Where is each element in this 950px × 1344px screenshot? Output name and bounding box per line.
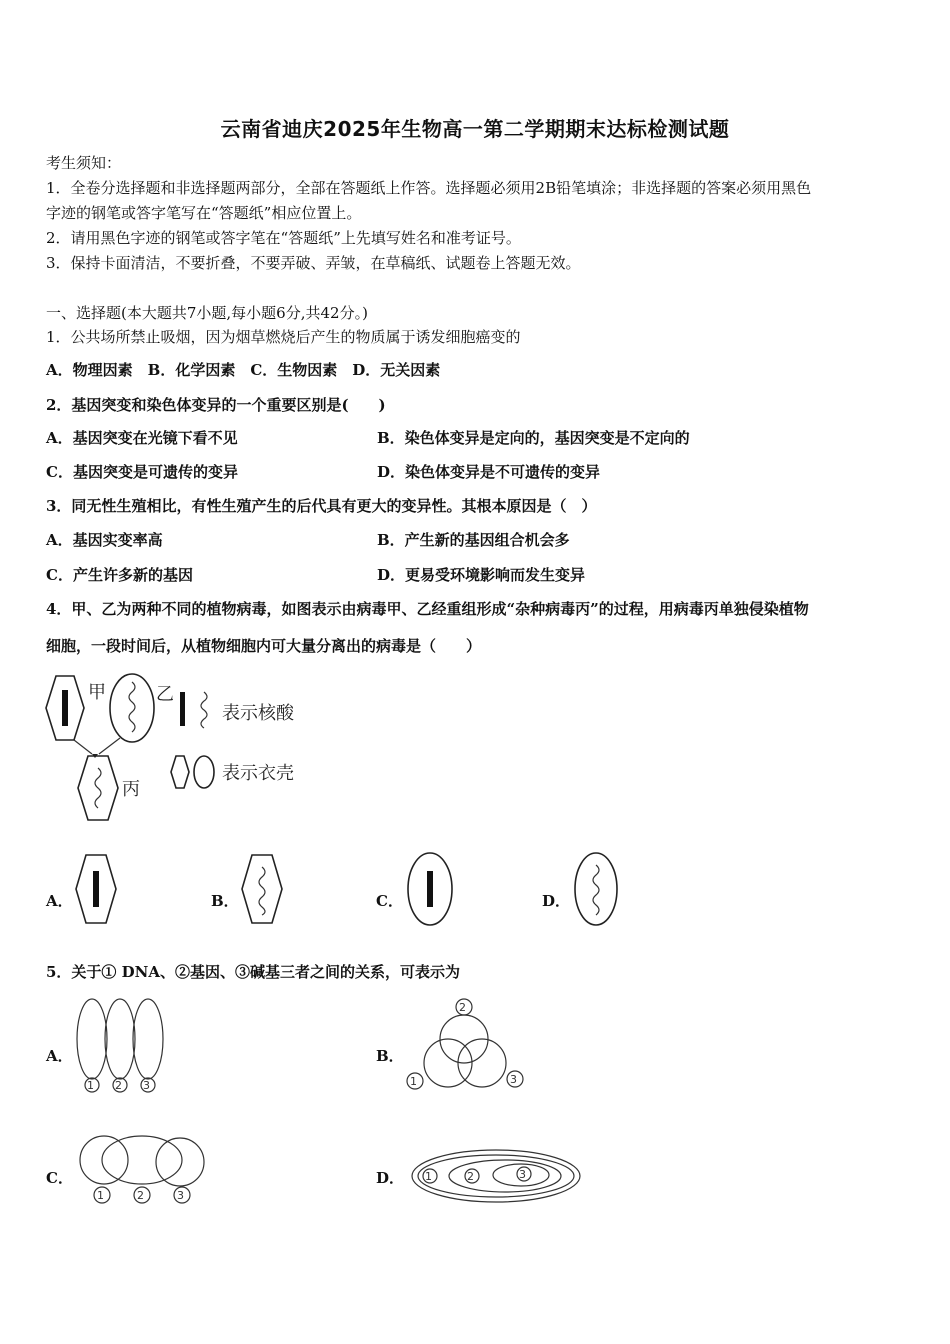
q3-option-c: C．产生许多新的基因 xyxy=(46,566,193,584)
q2-option-d: D．染色体变异是不可遗传的变异 xyxy=(377,463,601,481)
q1-stem: 1．公共场所禁止吸烟，因为烟草燃烧后产生的物质属于诱发细胞癌变的 xyxy=(46,328,521,346)
q4-option-a-label: A． xyxy=(46,892,73,910)
svg-text:3: 3 xyxy=(510,1073,517,1086)
svg-text:1: 1 xyxy=(410,1075,417,1088)
legend-ellipse-icon xyxy=(194,756,214,788)
q4-option-c-figure xyxy=(406,851,454,927)
svg-text:2: 2 xyxy=(137,1189,144,1202)
svg-text:3: 3 xyxy=(177,1189,184,1202)
q3-option-d: D．更易受环境影响而发生变异 xyxy=(377,566,586,584)
q1-options: A．物理因素 B．化学因素 C．生物因素 D．无关因素 xyxy=(46,361,441,379)
virus-jia-nucleic-acid xyxy=(62,690,68,726)
q4-option-c-label: C． xyxy=(376,892,403,910)
q3-option-b: B．产生新的基因组合机会多 xyxy=(377,531,570,549)
arrow-from-yi xyxy=(99,738,120,754)
label-bing: 丙 xyxy=(122,779,140,800)
legend-nucleic-acid: 表示核酸 xyxy=(222,703,294,724)
q4-option-d-label: D． xyxy=(542,892,571,910)
q3-option-a: A．基因实变率高 xyxy=(46,531,163,549)
virus-yi-nucleic-acid xyxy=(129,682,135,732)
label-jia: 甲 xyxy=(88,682,106,703)
q4-stem-cont: 细胞，一段时间后，从植物细胞内可大量分离出的病毒是（ ） xyxy=(46,637,482,655)
virus-bing-nucleic-acid xyxy=(95,768,101,808)
legend-bar-icon xyxy=(180,692,185,726)
q2-stem: 2．基因突变和染色体变异的一个重要区别是( ) xyxy=(46,396,386,414)
q5-option-d-label: D． xyxy=(376,1169,405,1187)
q4-option-a-figure xyxy=(74,853,120,925)
section-heading: 一、选择题(本大题共7小题,每小题6分,共42分。) xyxy=(46,304,368,322)
q5-option-a-figure xyxy=(74,997,169,1097)
svg-text:1: 1 xyxy=(87,1079,94,1092)
q5-option-b-figure xyxy=(404,997,530,1093)
legend-squiggle-icon xyxy=(201,692,207,728)
q4-stem: 4．甲、乙为两种不同的植物病毒，如图表示由病毒甲、乙经重组形成“杂种病毒丙”的过程，用病毒丙单独侵染植物 xyxy=(46,600,809,618)
svg-text:3: 3 xyxy=(519,1168,526,1181)
notice-item-2: 2．请用黑色字迹的钢笔或答字笔在“答题纸”上先填写姓名和准考证号。 xyxy=(46,229,521,247)
q3-stem: 3．同无性生殖相比，有性生殖产生的后代具有更大的变异性。其根本原因是（ ） xyxy=(46,497,597,515)
notice-heading: 考生须知： xyxy=(46,154,122,172)
label-yi: 乙 xyxy=(156,684,174,705)
svg-text:1: 1 xyxy=(425,1170,432,1183)
page-title: 云南省迪庆2025年生物高一第二学期期末达标检测试题 xyxy=(220,117,730,141)
q5-option-c-label: C． xyxy=(46,1169,73,1187)
q4-option-b-label: B． xyxy=(211,892,239,910)
q4-recombination-figure xyxy=(44,668,304,828)
q5-stem: 5．关于① DNA、②基因、③碱基三者之间的关系，可表示为 xyxy=(46,963,461,981)
svg-text:1: 1 xyxy=(97,1189,104,1202)
svg-text:2: 2 xyxy=(467,1170,474,1183)
arrow-from-jia xyxy=(74,740,92,754)
svg-text:3: 3 xyxy=(143,1079,150,1092)
notice-item-1: 1．全卷分选择题和非选择题两部分，全部在答题纸上作答。选择题必须用2B铅笔填涂；非选择题的答案必须用黑色 xyxy=(46,179,812,197)
q2-option-c: C．基因突变是可遗传的变异 xyxy=(46,463,238,481)
q5-option-a-label: A． xyxy=(46,1047,73,1065)
legend-capsid: 表示衣壳 xyxy=(222,763,294,784)
q5-option-d-figure xyxy=(410,1148,582,1204)
notice-item-3: 3．保持卡面清洁，不要折叠，不要弄破、弄皱，在草稿纸、试题卷上答题无效。 xyxy=(46,254,581,272)
q4-option-d-figure xyxy=(573,851,619,927)
svg-text:2: 2 xyxy=(115,1079,122,1092)
q4-option-b-figure xyxy=(240,853,286,925)
svg-text:2: 2 xyxy=(459,1001,466,1014)
q5-option-c-figure xyxy=(76,1130,210,1206)
legend-hexagon-icon xyxy=(171,756,189,788)
notice-item-1-cont: 字迹的钢笔或答字笔写在“答题纸”相应位置上。 xyxy=(46,204,362,222)
q2-option-b: B．染色体变异是定向的，基因突变是不定向的 xyxy=(377,429,690,447)
q2-option-a: A．基因突变在光镜下看不见 xyxy=(46,429,238,447)
q5-option-b-label: B． xyxy=(376,1047,404,1065)
